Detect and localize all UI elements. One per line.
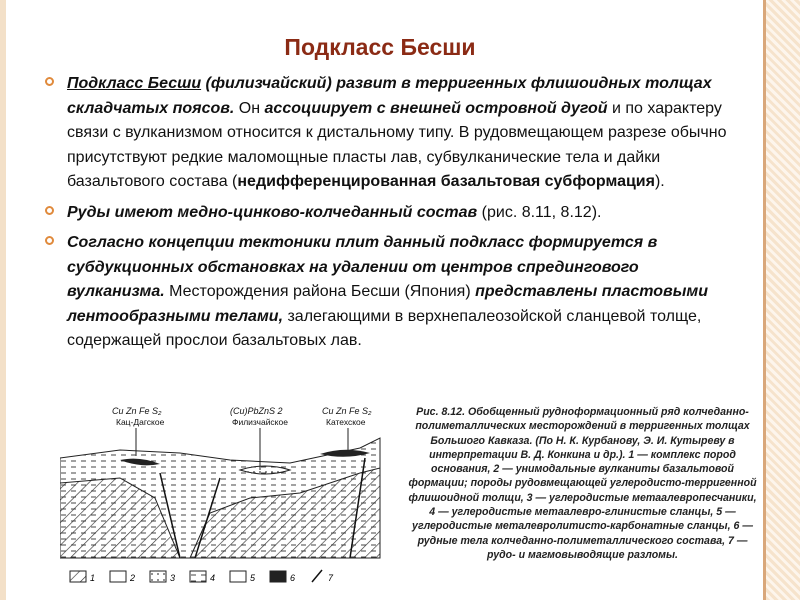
label-right: Cu Zn Fe S₂ <box>322 406 372 416</box>
p3-text-3: представлены пластовыми лентообразными телами, <box>67 283 708 325</box>
p1-text-6: недифференцированная базальтовая субформация <box>237 173 655 190</box>
p1-text-4: ассоциирует с внешней островной дугой <box>264 99 608 117</box>
label-mid: (Cu)PbZnS 2 <box>230 406 283 416</box>
legend-3: 3 <box>170 573 176 583</box>
p2-text-1: Руды имеют медно-цинково-колчеданный состав <box>67 203 478 221</box>
geologic-cross-section-figure <box>60 398 405 593</box>
legend-2: 2 <box>130 573 136 583</box>
p3-text-1: Согласно концепции тектоники плит данный подкласс формируется в субдукционных обстановках на удалении от центров спредингового вулканизма. <box>67 234 658 300</box>
bullet-icon <box>45 77 54 86</box>
bullet-icon <box>45 206 54 215</box>
legend-7: 7 <box>328 573 334 583</box>
p1-text-7: ). <box>654 173 665 190</box>
label-left: Cu Zn Fe S₂ <box>112 406 162 416</box>
paragraph-2 <box>45 201 735 226</box>
name-mid: Филизчайское <box>232 417 288 427</box>
slide-body <box>45 72 735 360</box>
p3-text-4: залегающими в верхнепалеозойской сланцевой толще, содержащей прослои базальтовых лав. <box>67 307 702 349</box>
left-edge-strip <box>0 0 6 600</box>
figure-caption: Рис. 8.12. Обобщенный рудноформационный ряд колчеданно-полиметаллических месторождений в терригенных толщах Большого Кавказа. (По Н. К. Курбанову, Э. И. Кутыреву в интерпретации В. Д. Конкина и др.). 1 — комплекс пород основания, 2 — унимодальные вулканиты базальтовой формации; породы рудовмещающей углеродисто-терригенной флишоидной толщи, 3 — углеродистые метаалевропесчаники, 4 — углеродистые метаалеврo-глинистые сланцы, 5 — углеродистые металевролитисто-карбонатные сланцы, 6 — рудные тела колчеданно-полиметаллического состава, 7 — рудо- и магмовыводящие разломы. <box>408 406 757 561</box>
p1-text-3: Он <box>234 99 265 117</box>
slide-title: Подкласс Бесши <box>284 34 476 60</box>
name-left: Кац-Дагское <box>116 417 165 427</box>
bullet-icon <box>45 236 54 245</box>
p1-text-5: и по характеру связи с вулканизмом относится к дистальному типу. В рудовмещающем разрезе обычно присутствуют редкие маломощные пласты лав, субвулканические тела и дайки базальтового состава ( <box>67 99 727 190</box>
legend-4: 4 <box>210 573 216 583</box>
name-right: Катехское <box>326 417 366 427</box>
right-hatched-border <box>766 0 800 600</box>
paragraph-1 <box>45 72 735 195</box>
legend <box>70 570 334 583</box>
p3-text-2: Месторождения района Бесши (Япония) <box>164 283 476 300</box>
legend-1: 1 <box>90 573 96 583</box>
paragraph-3 <box>45 231 735 354</box>
p1-text-2: (филизчайский) развит в терригенных флишоидных толщах складчатых поясов. <box>67 75 712 117</box>
legend-5: 5 <box>250 573 256 583</box>
p2-text-2: (рис. 8.11, 8.12). <box>477 203 602 221</box>
cross-section-diagram <box>60 398 405 593</box>
term-underlined: Подкласс Бесши <box>67 75 202 92</box>
legend-6: 6 <box>290 573 296 583</box>
